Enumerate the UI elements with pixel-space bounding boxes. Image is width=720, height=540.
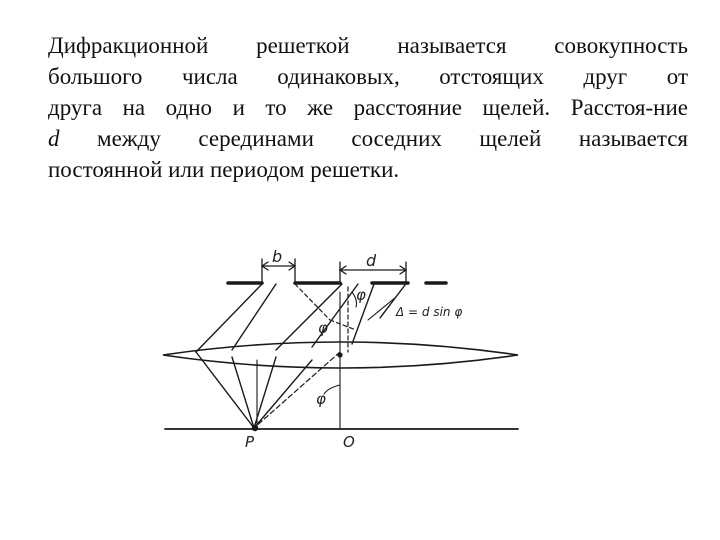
label-phi-low: φ (316, 390, 326, 408)
delta-pointer (368, 297, 396, 320)
paragraph-line-2: большого числа одинаковых, отстоящих друг от (48, 64, 688, 89)
paragraph-line-3: друга на одно и то же расстояние щелей. Расстоя-ние (48, 95, 688, 120)
paragraph-line-4-rest: между серединами соседних щелей называется (59, 126, 688, 151)
label-b: b (272, 247, 283, 266)
label-phi-mid: φ (318, 319, 328, 337)
period-variable-d: d (48, 126, 60, 151)
angle-arc-low (324, 385, 340, 394)
label-O: O (343, 433, 355, 451)
label-phi-top: φ (356, 286, 366, 304)
point-P (252, 425, 258, 431)
paragraph-line-5: постоянной или периодом решетки. (48, 157, 400, 182)
lens-center-point (337, 352, 342, 357)
paragraph-line-1: Дифракционной решеткой называется совокупность (48, 33, 688, 58)
label-P: P (245, 433, 255, 451)
label-delta-formula: Δ = d sin φ (396, 305, 463, 319)
label-d: d (366, 251, 377, 270)
converging-rays (196, 352, 312, 428)
